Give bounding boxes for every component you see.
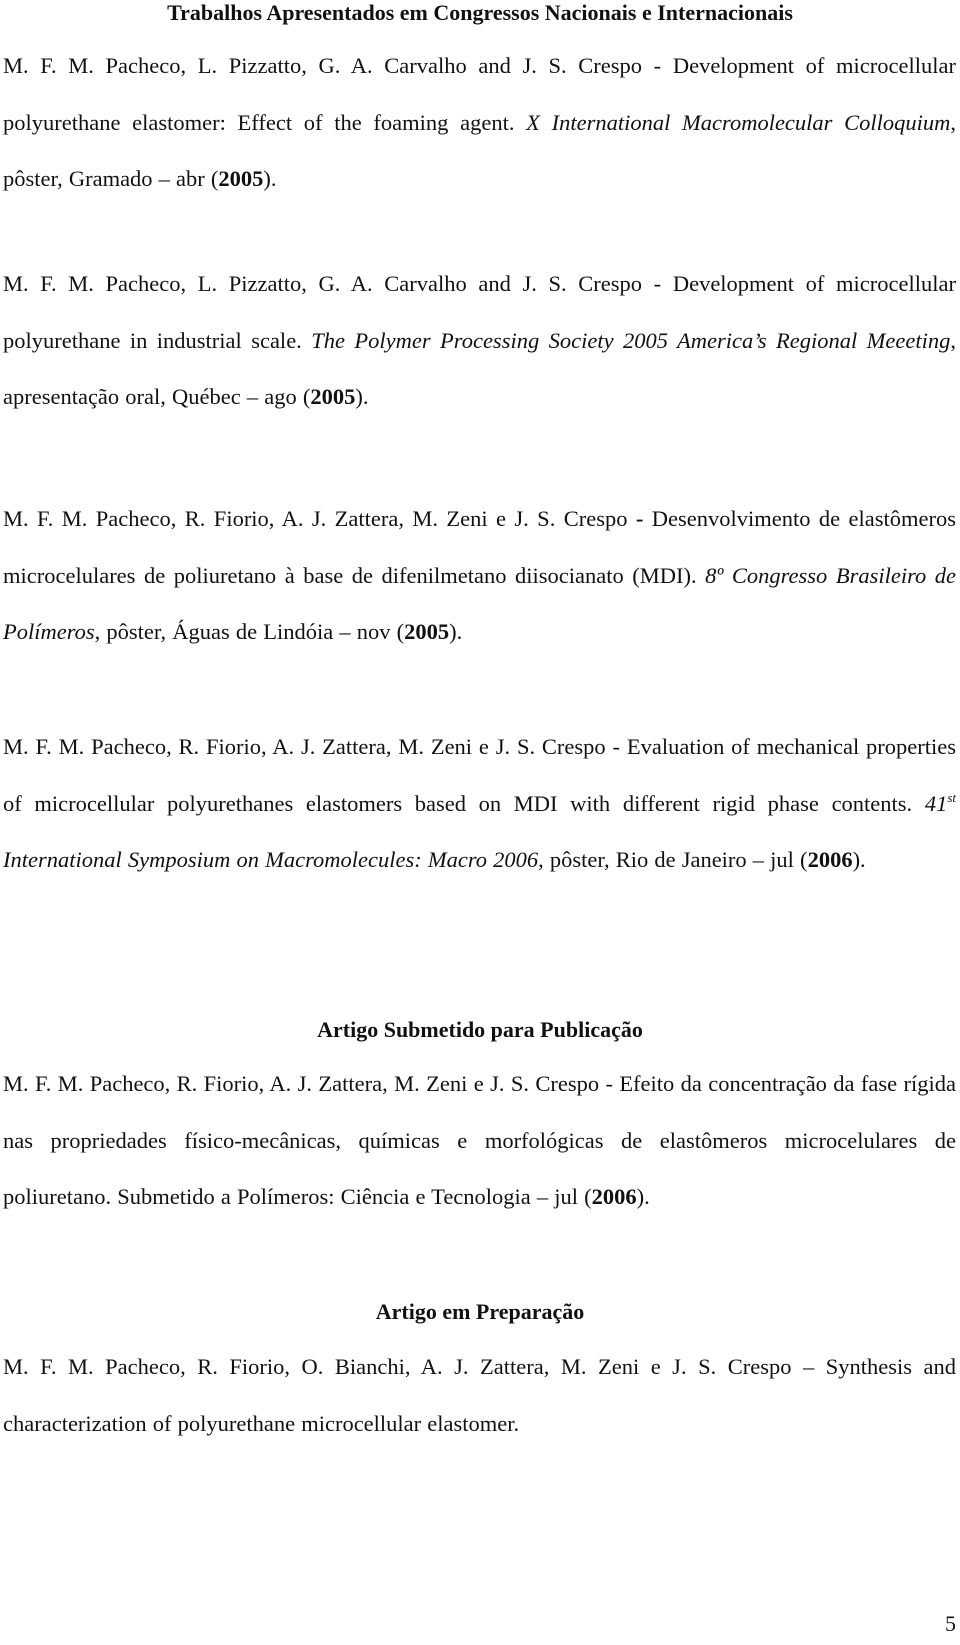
reference-separator: - bbox=[642, 53, 673, 78]
reference-details: , pôster, Rio de Janeiro – jul ( bbox=[538, 847, 808, 872]
reference-separator: - bbox=[642, 271, 673, 296]
reference-closing: ). bbox=[263, 166, 277, 191]
reference-title: Desenvolvimento de elastômeros microcelulares de poliuretano à base de difenilmetano diisocianato (MDI). bbox=[3, 506, 956, 588]
reference-authors: M. F. M. Pacheco, R. Fiorio, A. J. Zattera, M. Zeni e J. S. Crespo bbox=[3, 506, 628, 531]
reference-year: 2006 bbox=[807, 847, 853, 872]
reference-separator: - bbox=[627, 506, 652, 531]
reference-title: Development of microcellular polyurethane in industrial scale. bbox=[3, 271, 956, 353]
reference-venue: 8º Congresso Brasileiro de Polímeros bbox=[3, 562, 957, 644]
submitted-authors: M. F. M. Pacheco, R. Fiorio, A. J. Zattera, M. Zeni e J. S. Crespo bbox=[3, 1071, 600, 1096]
reference-closing: ). bbox=[852, 847, 866, 872]
preparation-article-entry bbox=[3, 1339, 956, 1452]
reference-venue-ordinal: st bbox=[947, 789, 956, 805]
section-heading-congress: Trabalhos Apresentados em Congressos Nacionais e Internacionais bbox=[167, 0, 793, 25]
reference-closing: ). bbox=[355, 384, 369, 409]
reference-entry bbox=[3, 38, 956, 208]
preparation-title: Synthesis and characterization of polyurethane microcellular elastomer. bbox=[3, 1354, 956, 1436]
reference-year: 2005 bbox=[218, 166, 264, 191]
reference-details: , pôster, Águas de Lindóia – nov ( bbox=[94, 619, 405, 644]
submitted-details: Submetido a Polímeros: Ciência e Tecnologia – jul ( bbox=[111, 1184, 592, 1209]
preparation-authors: M. F. M. Pacheco, R. Fiorio, O. Bianchi, A. J. Zattera, M. Zeni e J. S. Crespo bbox=[3, 1354, 792, 1379]
submitted-title: Efeito da concentração da fase rígida nas propriedades físico-mecânicas, químicas e morfológicas de elastômeros microcelulares de poliuretano. bbox=[3, 1071, 956, 1209]
reference-venue: International Symposium on Macromolecules: Macro 2006 bbox=[3, 847, 539, 872]
page-number: 5 bbox=[945, 1611, 956, 1636]
reference-title: Development of microcellular polyurethane elastomer: Effect of the foaming agent. bbox=[3, 53, 956, 135]
reference-entry bbox=[3, 491, 956, 661]
submitted-article-entry bbox=[3, 1056, 956, 1226]
reference-authors: M. F. M. Pacheco, L. Pizzatto, G. A. Carvalho and J. S. Crespo bbox=[3, 271, 643, 296]
reference-separator: - bbox=[605, 734, 627, 759]
submitted-year: 2006 bbox=[591, 1184, 637, 1209]
section-heading-submitted: Artigo Submetido para Publicação bbox=[317, 1017, 643, 1042]
preparation-separator: – bbox=[791, 1354, 826, 1379]
reference-entry bbox=[3, 719, 956, 889]
reference-year: 2005 bbox=[310, 384, 356, 409]
submitted-separator: - bbox=[599, 1071, 620, 1096]
reference-year: 2005 bbox=[404, 619, 450, 644]
reference-authors: M. F. M. Pacheco, L. Pizzatto, G. A. Carvalho and J. S. Crespo bbox=[3, 53, 643, 78]
reference-venue: The Polymer Processing Society 2005 America’s Regional Meeeting bbox=[311, 327, 951, 353]
section-heading-preparation: Artigo em Preparação bbox=[375, 1299, 585, 1324]
reference-entry bbox=[3, 256, 956, 426]
reference-venue-number: 41 bbox=[924, 790, 948, 816]
reference-venue: X International Macromolecular Colloquium bbox=[526, 109, 951, 135]
submitted-closing: ). bbox=[636, 1184, 650, 1209]
reference-closing: ). bbox=[449, 619, 463, 644]
reference-title: Evaluation of mechanical properties of microcellular polyurethanes elastomers based on MDI with different rigid phase contents. bbox=[3, 734, 956, 816]
reference-details: , pôster, Gramado – abr ( bbox=[3, 109, 957, 191]
reference-details: , apresentação oral, Québec – ago ( bbox=[3, 327, 956, 409]
reference-authors: M. F. M. Pacheco, R. Fiorio, A. J. Zattera, M. Zeni e J. S. Crespo bbox=[3, 734, 606, 759]
